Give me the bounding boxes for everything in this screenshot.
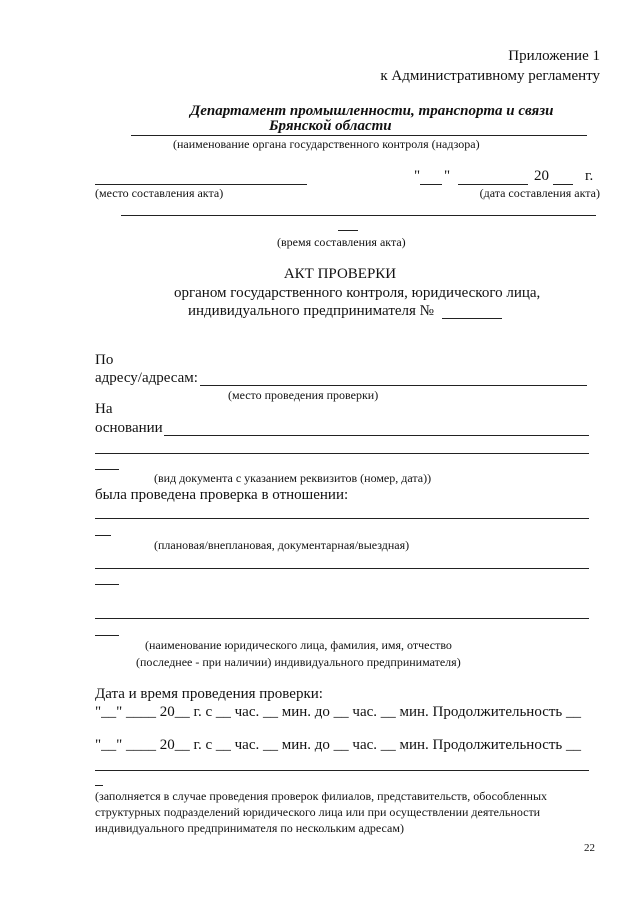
organ-name-line1: Департамент промышленности, транспорта и связи <box>190 103 554 119</box>
inspection-subject-caption2: (последнее - при наличии) индивидуального предпринимателя) <box>136 655 461 669</box>
inspection-type-short-line <box>95 535 111 536</box>
time-caption: (время составления акта) <box>277 235 406 249</box>
page-number: 22 <box>584 842 595 854</box>
datetime-note-line3: индивидуального предпринимателя по нескольким адресам) <box>95 821 404 835</box>
datetime-label: Дата и время проведения проверки: <box>95 686 323 702</box>
inspection-subject-short-line2 <box>95 635 119 636</box>
time-short-line <box>338 230 358 231</box>
act-subtitle-line1: органом государственного контроля, юридического лица, <box>174 285 541 301</box>
appendix-subtitle: к Административному регламенту <box>380 68 600 84</box>
organ-name-underline <box>131 135 587 136</box>
place-line <box>95 184 307 185</box>
act-title: АКТ ПРОВЕРКИ <box>283 266 397 282</box>
datetime-line <box>95 770 589 771</box>
time-line <box>121 215 596 216</box>
datetime-short-line <box>95 785 103 786</box>
inspection-subject-line2 <box>95 618 589 619</box>
datetime-row2: "__" ____ 20__ г. с __ час. __ мин. до __ час. __ мин. Продолжительность __ <box>95 737 582 753</box>
address-caption: (место проведения проверки) <box>228 388 379 402</box>
inspection-subject-short-line1 <box>95 584 119 585</box>
datetime-note-line1: (заполняется в случае проведения проверок филиалов, представительств, обособленных <box>95 789 548 803</box>
date-year-prefix: 20 <box>534 168 549 184</box>
address-label-po: По <box>95 352 114 368</box>
datetime-row1: "__" ____ 20__ г. с __ час. __ мин. до __ час. __ мин. Продолжительность __ <box>95 704 582 720</box>
date-quote-close: " <box>444 168 451 184</box>
date-year-suffix: г. <box>585 168 594 184</box>
act-subtitle-line2: индивидуального предпринимателя № <box>188 303 434 319</box>
date-caption: (дата составления акта) <box>479 186 600 200</box>
basis-line1 <box>164 435 589 436</box>
act-number-line <box>442 318 502 319</box>
datetime-note-line2: структурных подразделений юридического лица или при осуществлении деятельности <box>95 805 541 819</box>
inspection-subject-caption1: (наименование юридического лица, фамилия, имя, отчество <box>145 638 452 652</box>
date-day-line <box>420 184 442 185</box>
appendix-title: Приложение 1 <box>508 48 600 64</box>
inspection-label: была проведена проверка в отношении: <box>95 487 349 503</box>
inspection-subject-line1 <box>95 568 589 569</box>
date-month-line <box>458 184 528 185</box>
basis-label: основании <box>95 420 163 436</box>
address-line <box>200 385 587 386</box>
basis-label-na: На <box>95 401 113 417</box>
basis-line2 <box>95 453 589 454</box>
inspection-type-line <box>95 518 589 519</box>
basis-caption: (вид документа с указанием реквизитов (номер, дата)) <box>154 471 432 485</box>
address-label: адресу/адресам: <box>95 370 198 386</box>
place-caption: (место составления акта) <box>95 186 224 200</box>
organ-caption: (наименование органа государственного контроля (надзора) <box>173 137 480 151</box>
basis-short-line <box>95 469 119 470</box>
organ-name-line2: Брянской области <box>269 118 392 134</box>
date-year-line <box>553 184 573 185</box>
date-quote-open: " <box>414 168 421 184</box>
inspection-type-caption: (плановая/внеплановая, документарная/выездная) <box>154 538 410 552</box>
